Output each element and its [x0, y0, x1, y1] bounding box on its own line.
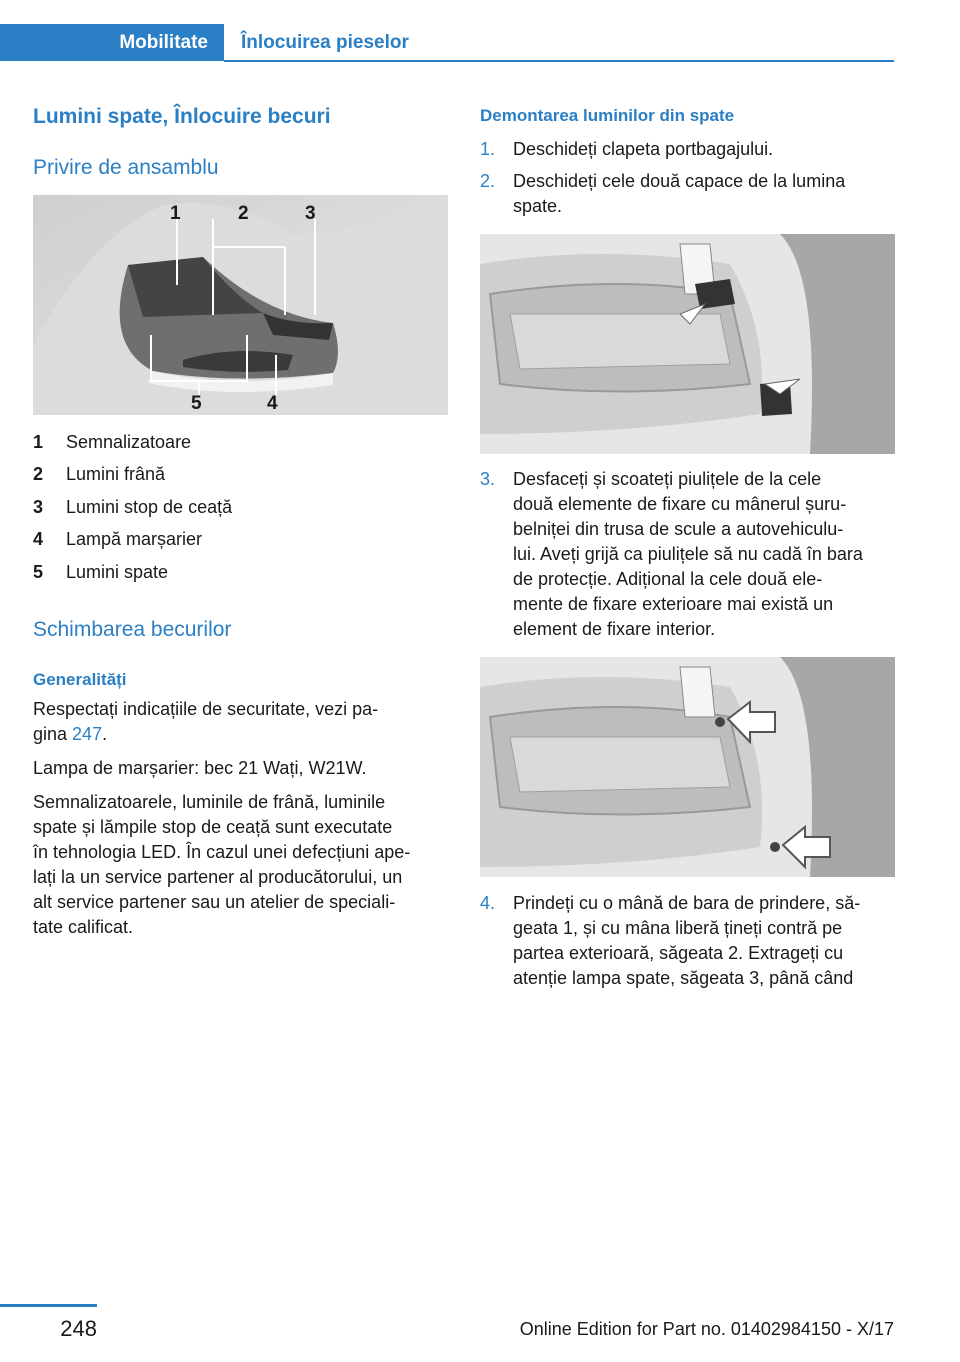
- step-number: 1.: [480, 139, 496, 159]
- trunk-open-figure: [480, 234, 895, 454]
- legend-num: 3: [33, 496, 44, 517]
- bulb-spec-paragraph: Lampa de marșarier: bec 21 Wați, W21W.: [33, 758, 367, 778]
- legend-label: Lampă marșarier: [66, 529, 203, 550]
- step-number: 3.: [480, 469, 496, 489]
- led-paragraph: [33, 790, 453, 940]
- safety-text-a: Respectați indicațiile de securitate, vezi pa-: [33, 699, 379, 719]
- safety-text-c: .: [102, 724, 108, 744]
- led-line: în tehnologia LED. În cazul unei defecțiuni ape-: [33, 842, 411, 862]
- step-item: [480, 891, 895, 991]
- fasteners-figure: [480, 657, 895, 877]
- callout-4: 4: [267, 393, 278, 414]
- legend-label: Lumini spate: [66, 561, 169, 582]
- step-text: Desfaceți și scoateți piulițele de la cele două elemente de fixare cu mânerul șuru- belniței din trusa de scule a autovehiculu- lui. Aveți grijă ca piulițele să nu cadă în bara de protecție. Adițional la cele două ele- mente de fixare exterioare mai există un element de fixare interior.: [513, 469, 863, 639]
- step-number: 4.: [480, 893, 496, 913]
- legend-item: [33, 491, 448, 524]
- header-rule: [224, 60, 894, 62]
- led-line: Semnalizatoarele, luminile de frână, luminile: [33, 792, 386, 812]
- legend-num: 1: [33, 431, 44, 452]
- legend-label: Lumini stop de ceață: [66, 496, 233, 517]
- step-text: Prindeți cu o mână de bara de prindere, să- geata 1, și cu mâna liberă țineți contră pe partea exterioară, săgeata 2. Extrageți cu atenție lampa spate, săgeata 3, până când: [513, 893, 861, 988]
- page-link[interactable]: 247: [72, 724, 103, 744]
- removal-heading: Demontarea luminilor din spate: [480, 106, 735, 125]
- legend-item: [33, 524, 448, 557]
- legend-num: 4: [33, 529, 44, 550]
- edition-note: Online Edition for Part no. 01402984150 - X/17: [519, 1319, 894, 1339]
- callout-3: 3: [305, 203, 316, 224]
- callout-2: 2: [238, 203, 249, 224]
- led-line: spate și lămpile stop de ceață sunt executate: [33, 817, 393, 837]
- section-title: Schimbarea becurilor: [33, 618, 232, 641]
- legend-item: [33, 459, 448, 492]
- step-item: [480, 137, 895, 162]
- subtitle-overview: Privire de ansamblu: [33, 156, 219, 179]
- tail-light-overview-figure: [33, 195, 448, 415]
- led-line: tate calificat.: [33, 917, 134, 937]
- safety-paragraph: [33, 697, 448, 747]
- page-header: [0, 0, 960, 62]
- figure-legend: [33, 426, 448, 589]
- step-number: 2.: [480, 171, 496, 191]
- step-item: [480, 169, 895, 219]
- legend-label: Lumini frână: [66, 464, 166, 485]
- legend-num: 2: [33, 464, 44, 485]
- section-tab[interactable]: Înlocuirea pieselor: [241, 31, 409, 53]
- footer-rule: [0, 1304, 97, 1307]
- page-number: 248: [60, 1316, 97, 1341]
- legend-item: [33, 556, 448, 589]
- legend-label: Semnalizatoare: [66, 431, 192, 452]
- subsection-title: Generalități: [33, 670, 127, 689]
- callout-5: 5: [191, 393, 202, 414]
- step-text: Deschideți clapeta portbagajului.: [513, 139, 774, 159]
- led-line: lați la un service partener al producătorului, un: [33, 867, 403, 887]
- page-title: Lumini spate, Înlocuire becuri: [33, 105, 331, 128]
- legend-item: [33, 426, 448, 459]
- step-text: Deschideți cele două capace de la lumina spate.: [513, 171, 846, 216]
- legend-num: 5: [33, 561, 44, 582]
- led-line: alt service partener sau un atelier de speciali-: [33, 892, 396, 912]
- safety-text-b: gina: [33, 724, 73, 744]
- chapter-tab[interactable]: Mobilitate: [0, 24, 224, 61]
- callout-1: 1: [170, 203, 181, 224]
- step-item: [480, 467, 895, 642]
